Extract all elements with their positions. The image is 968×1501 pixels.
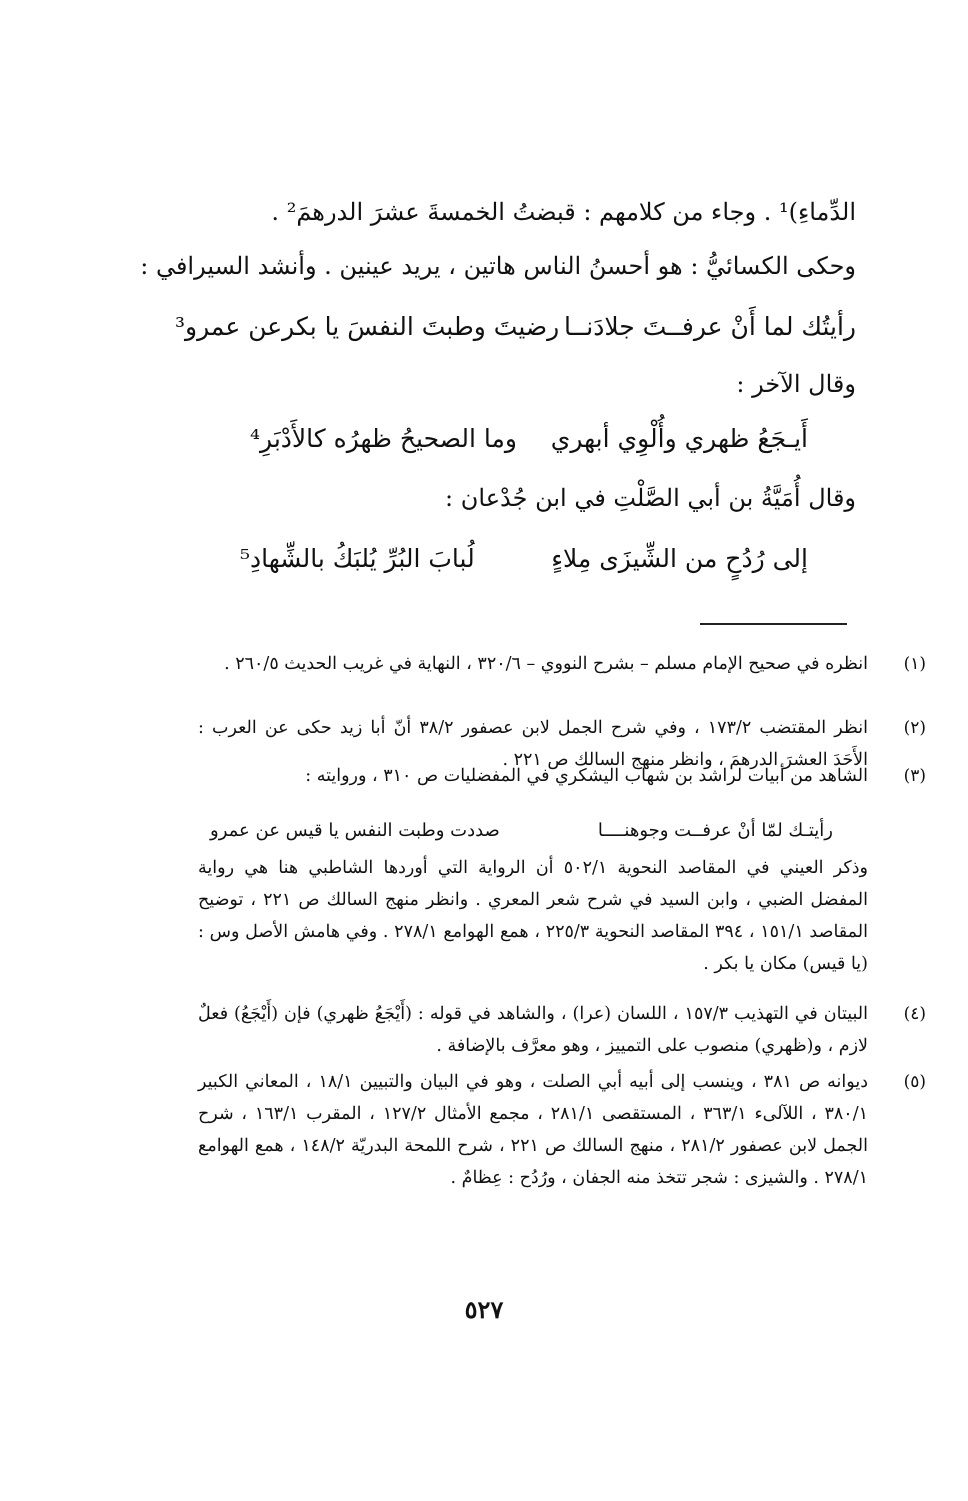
footnote-number: (٥) <box>903 1072 926 1092</box>
body-line-4: وقال أُمَيَّةُ بن أبي الصَّلْتِ في ابن جُدْعان : <box>445 484 856 512</box>
footnote-text: وذكر العيني في المقاصد النحوية ٥٠٢/١ أن الرواية التي أوردها الشاطبي هنا هي رواية المفضل الضبي ، وابن السيد في شرح شعر المعري . وانظر منهج السالك ص ٢٢١ ، توضيح المقاصد ١٥١/١ ، ٣٩٤ المقاصد النحوية ٢٢٥/٣ ، همع الهوامع ٢٧٨/١ . وفي هامش الأصل وس : (يا قيس) مكان يا بكر . <box>198 858 868 974</box>
footnote-5 <box>198 1066 926 1194</box>
footnote-3-verse-first-hemistich: رأيتـك لمّا أنْ عرفــت وجوهنــــا <box>597 820 833 841</box>
body-line-1: الدِّماءِ)¹ . وجاء من كلامهم : قبضتُ الخمسةَ عشرَ الدرهمَ² . <box>271 198 856 226</box>
footnote-4 <box>198 998 926 1062</box>
verse-2-second-hemistich: وما الصحيحُ ظهرُه كالأَدْبَرِ⁴ <box>250 424 517 453</box>
verse-3-second-hemistich: لُبابَ البُرِّ يُلبَكُ بالشِّهادِ⁵ <box>240 544 475 573</box>
footnote-text: البيتان في التهذيب ١٥٧/٣ ، اللسان (عرا) ، والشاهد في قوله : (أَيْجَعُ ظهري) فإن (أَيْجَعُ) فعلٌ لازم ، و(ظهري) منصوب على التمييز ، وهو معرَّف بالإضافة . <box>198 1004 868 1056</box>
verse-1-first-hemistich: رأيتُك لما أَنْ عرفــتَ جلادَنــا <box>564 312 856 341</box>
footnote-text: انظره في صحيح الإمام مسلم – بشرح النووي – ٣٢٠/٦ ، النهاية في غريب الحديث ٢٦٠/٥ . <box>224 654 868 674</box>
verse-2-first-hemistich: أَيـجَعُ ظهري وأُلْوِي أبهري <box>550 424 808 453</box>
footnote-number: (٣) <box>903 766 926 786</box>
footnote-number: (٢) <box>903 718 926 738</box>
footnote-3-continued <box>198 852 868 980</box>
footnote-text: ديوانه ص ٣٨١ ، وينسب إلى أبيه أبي الصلت ، وهو في البيان والتبيين ١٨/١ ، المعاني الكبير ٣٨٠/١ ، اللآلىء ٣٦٣/١ ، المستقصى ٢٨١/١ ، مجمع الأمثال ١٢٧/٢ ، المقرب ١٦٣/١ ، شرح الجمل لابن عصفور ٢٨١/٢ ، منهج السالك ص ٢٢١ ، شرح اللمحة البدريّة ١٤٨/٢ ، همع الهوامع ٢٧٨/١ . والشيزى : شجر تتخذ منه الجفان ، ورُدُح : عِظامٌ . <box>198 1072 868 1188</box>
footnote-separator <box>700 623 847 625</box>
body-line-3: وقال الآخر : <box>736 370 856 398</box>
body-line-2: وحكى الكسائيُّ : هو أحسنُ الناس هاتين ، يريد عينين . وأنشد السيرافي : <box>140 252 856 280</box>
verse-3-first-hemistich: إلى رُدُحٍ من الشِّيزَى مِلاءٍ <box>551 544 808 573</box>
footnote-text: الشاهد من أبيات لراشد بن شهاب اليشكري في المفضليات ص ٣١٠ ، وروايته : <box>305 766 868 786</box>
page-number: ٥٢٧ <box>464 1295 504 1324</box>
footnote-number: (١) <box>903 654 926 674</box>
footnote-text: انظر المقتضب ١٧٣/٢ ، وفي شرح الجمل لابن عصفور ٣٨/٢ أنّ أبا زيد حكى عن العرب : الأَحَدَ العشرَ الدرهمَ ، وانظر منهج السالك ص ٢٢١ . <box>198 718 868 770</box>
footnote-3 <box>198 760 926 792</box>
verse-1-second-hemistich: رضيتَ وطبتَ النفسَ يا بكرعن عمرو³ <box>175 312 560 341</box>
footnote-3-verse-second-hemistich: صددت وطبت النفس يا قيس عن عمرو <box>210 820 500 841</box>
footnote-1 <box>198 648 926 680</box>
footnote-number: (٤) <box>903 1004 926 1024</box>
